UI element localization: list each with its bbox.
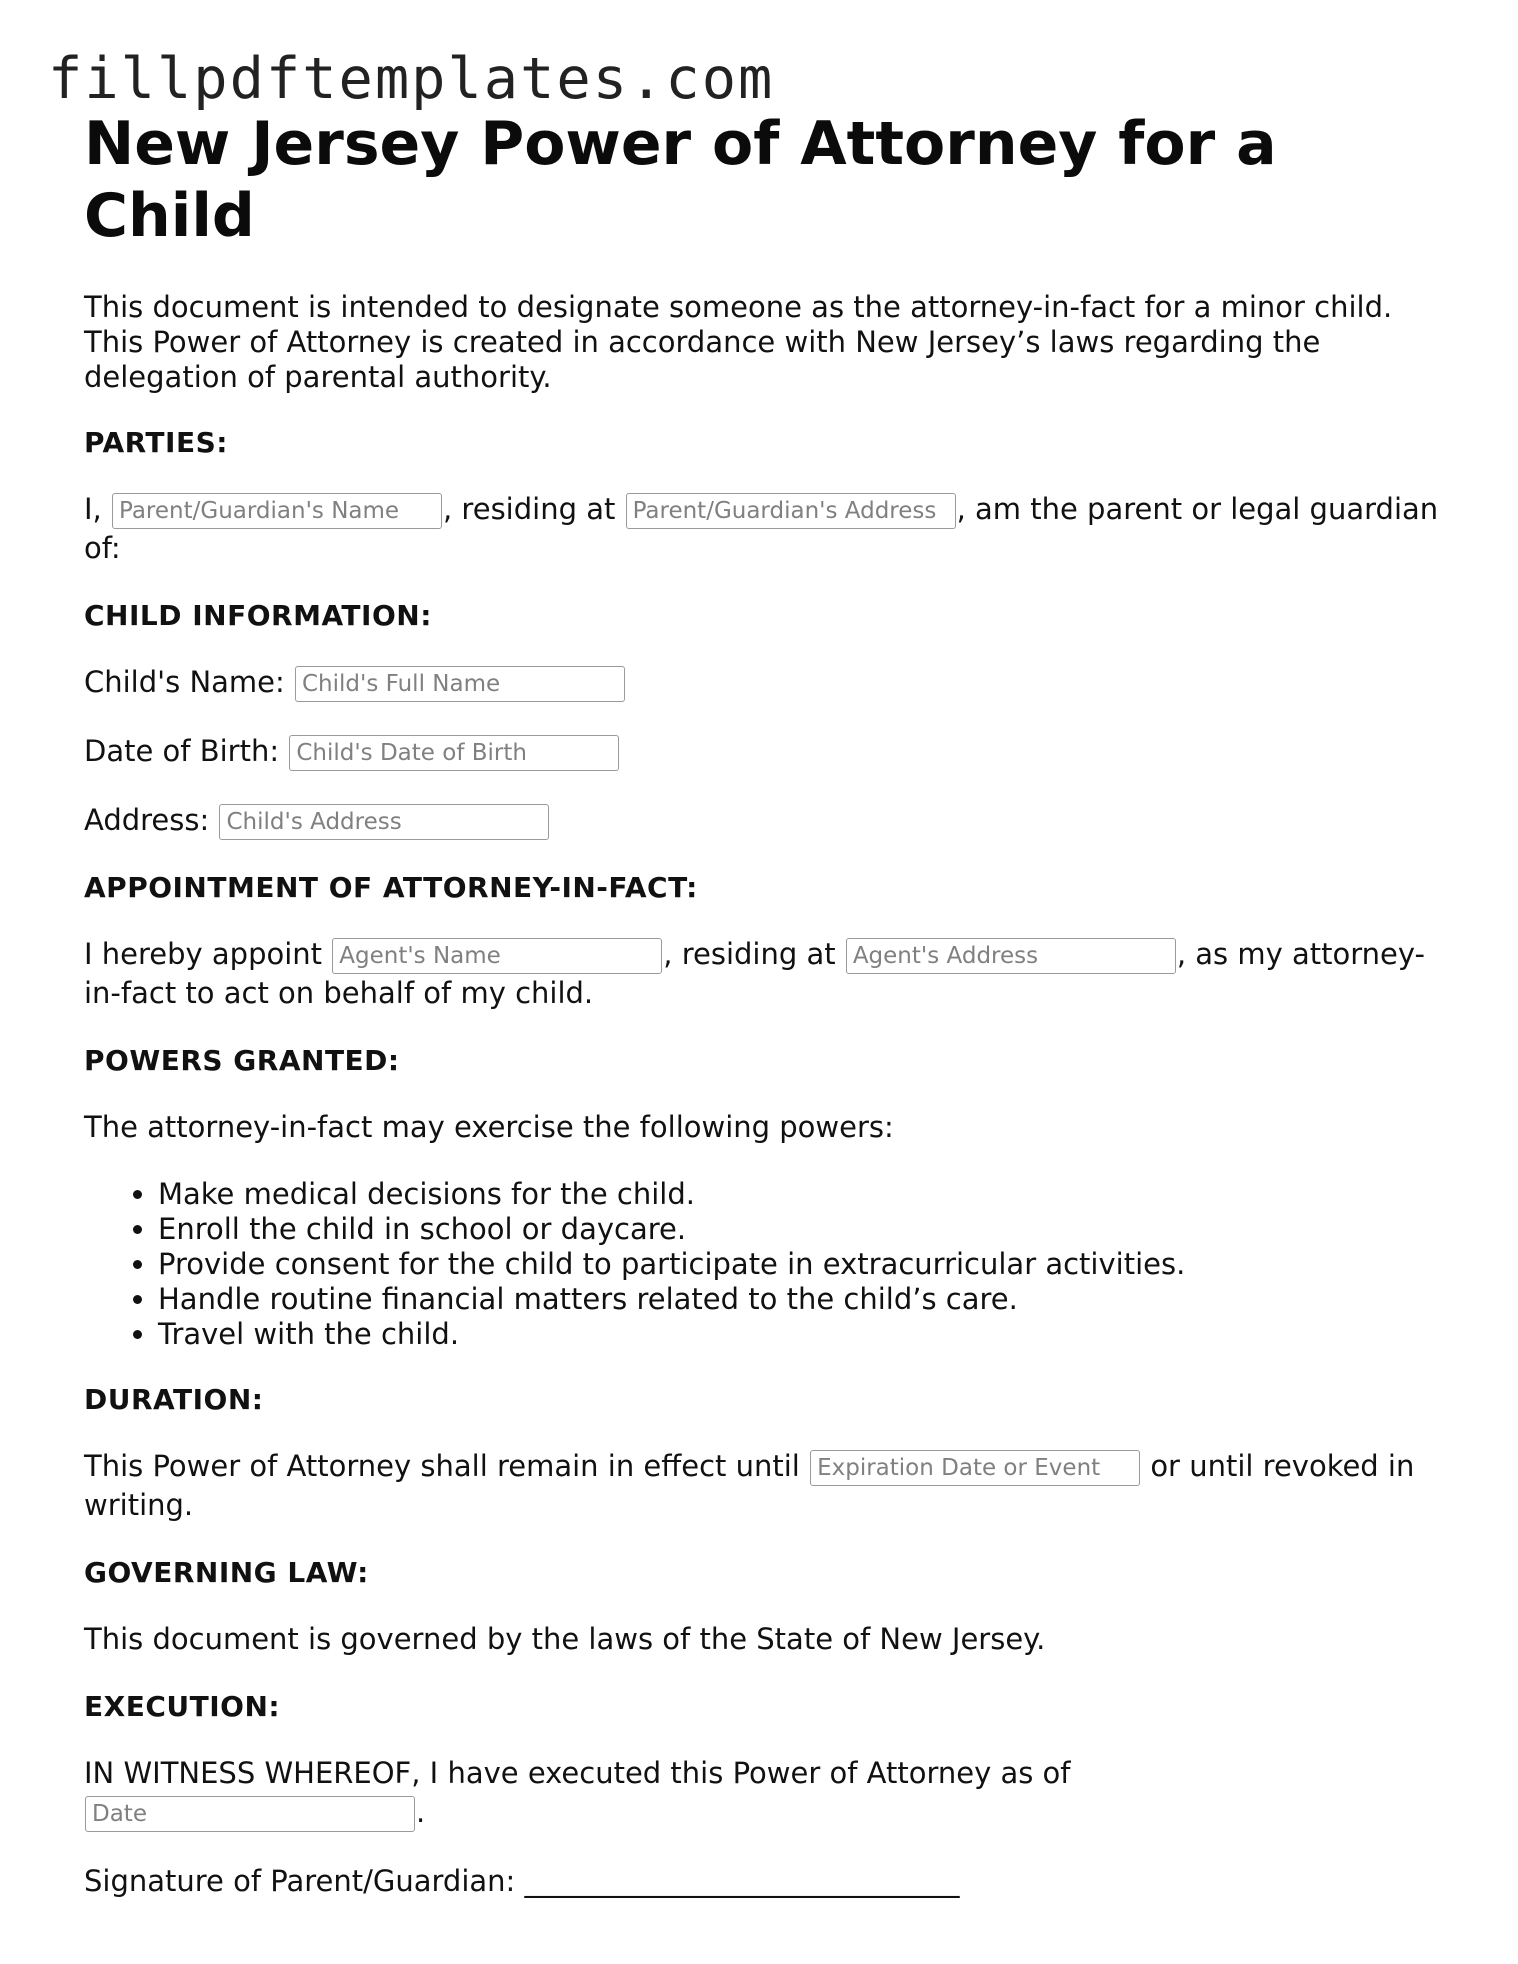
execution-heading: EXECUTION: bbox=[84, 1690, 281, 1723]
signature-row bbox=[84, 1862, 1444, 1901]
powers-heading: POWERS GRANTED: bbox=[84, 1044, 400, 1077]
governing-law-heading: GOVERNING LAW: bbox=[84, 1556, 369, 1589]
power-item: • Handle routine financial matters related to the child’s care. bbox=[158, 1282, 1444, 1317]
power-item: • Make medical decisions for the child. bbox=[158, 1177, 1444, 1212]
appointment-text-3: , as my attorney-in-fact to act on behalf of my child. bbox=[84, 937, 1425, 1010]
appointment-text-2: , residing at bbox=[663, 937, 836, 971]
governing-law-text: This document is governed by the laws of the State of New Jersey. bbox=[84, 1622, 1046, 1656]
child-address-input[interactable] bbox=[219, 804, 549, 840]
signature-line: ______________________________ bbox=[524, 1864, 960, 1898]
child-dob-label: Date of Birth: bbox=[84, 734, 280, 768]
appointment-text-1: I hereby appoint bbox=[84, 937, 323, 971]
parties-heading: PARTIES: bbox=[84, 426, 228, 459]
parent-address-input[interactable] bbox=[626, 493, 956, 529]
duration-text-1: This Power of Attorney shall remain in effect until bbox=[84, 1449, 800, 1483]
document-body bbox=[84, 108, 1444, 1901]
appointment-heading: APPOINTMENT OF ATTORNEY-IN-FACT: bbox=[84, 871, 698, 904]
parent-name-input[interactable] bbox=[112, 493, 442, 529]
execution-text-1: IN WITNESS WHEREOF, I have executed this Power of Attorney as of bbox=[84, 1756, 1071, 1790]
expiration-input[interactable] bbox=[810, 1450, 1140, 1486]
appointment-statement bbox=[84, 935, 1444, 1013]
child-name-input[interactable] bbox=[295, 666, 625, 702]
agent-address-input[interactable] bbox=[846, 938, 1176, 974]
duration-text-2: or until revoked in writing. bbox=[84, 1449, 1415, 1522]
duration-heading: DURATION: bbox=[84, 1383, 264, 1416]
signature-label: Signature of Parent/Guardian: bbox=[84, 1864, 516, 1898]
document-title: New Jersey Power of Attorney for a Child bbox=[84, 109, 1277, 251]
parties-text-3: , am the parent or legal guardian of: bbox=[84, 492, 1439, 565]
child-address-row bbox=[84, 801, 1444, 840]
agent-name-input[interactable] bbox=[332, 938, 662, 974]
power-item: • Travel with the child. bbox=[158, 1317, 1444, 1352]
child-dob-input[interactable] bbox=[289, 735, 619, 771]
child-name-label: Child's Name: bbox=[84, 665, 285, 699]
intro-paragraph: This document is intended to designate someone as the attorney-in-fact for a minor child. This Power of Attorney is created in accordance with New Jersey’s laws regarding the delegation of parental authority. bbox=[84, 290, 1393, 394]
parties-text-2: , residing at bbox=[443, 492, 616, 526]
powers-list bbox=[84, 1177, 1444, 1352]
power-item: • Provide consent for the child to participate in extracurricular activities. bbox=[158, 1247, 1444, 1282]
child-address-label: Address: bbox=[84, 803, 210, 837]
parties-text-1: I, bbox=[84, 492, 102, 526]
parties-statement bbox=[84, 490, 1444, 568]
execution-text-2: . bbox=[416, 1795, 426, 1829]
child-name-row bbox=[84, 663, 1444, 702]
duration-statement bbox=[84, 1447, 1444, 1525]
execution-date-input[interactable] bbox=[85, 1796, 415, 1832]
site-watermark: fillpdftemplates.com bbox=[48, 46, 775, 112]
child-info-heading: CHILD INFORMATION: bbox=[84, 599, 432, 632]
execution-statement bbox=[84, 1754, 1444, 1832]
child-dob-row bbox=[84, 732, 1444, 771]
powers-intro: The attorney-in-fact may exercise the following powers: bbox=[84, 1110, 894, 1144]
power-item: • Enroll the child in school or daycare. bbox=[158, 1212, 1444, 1247]
